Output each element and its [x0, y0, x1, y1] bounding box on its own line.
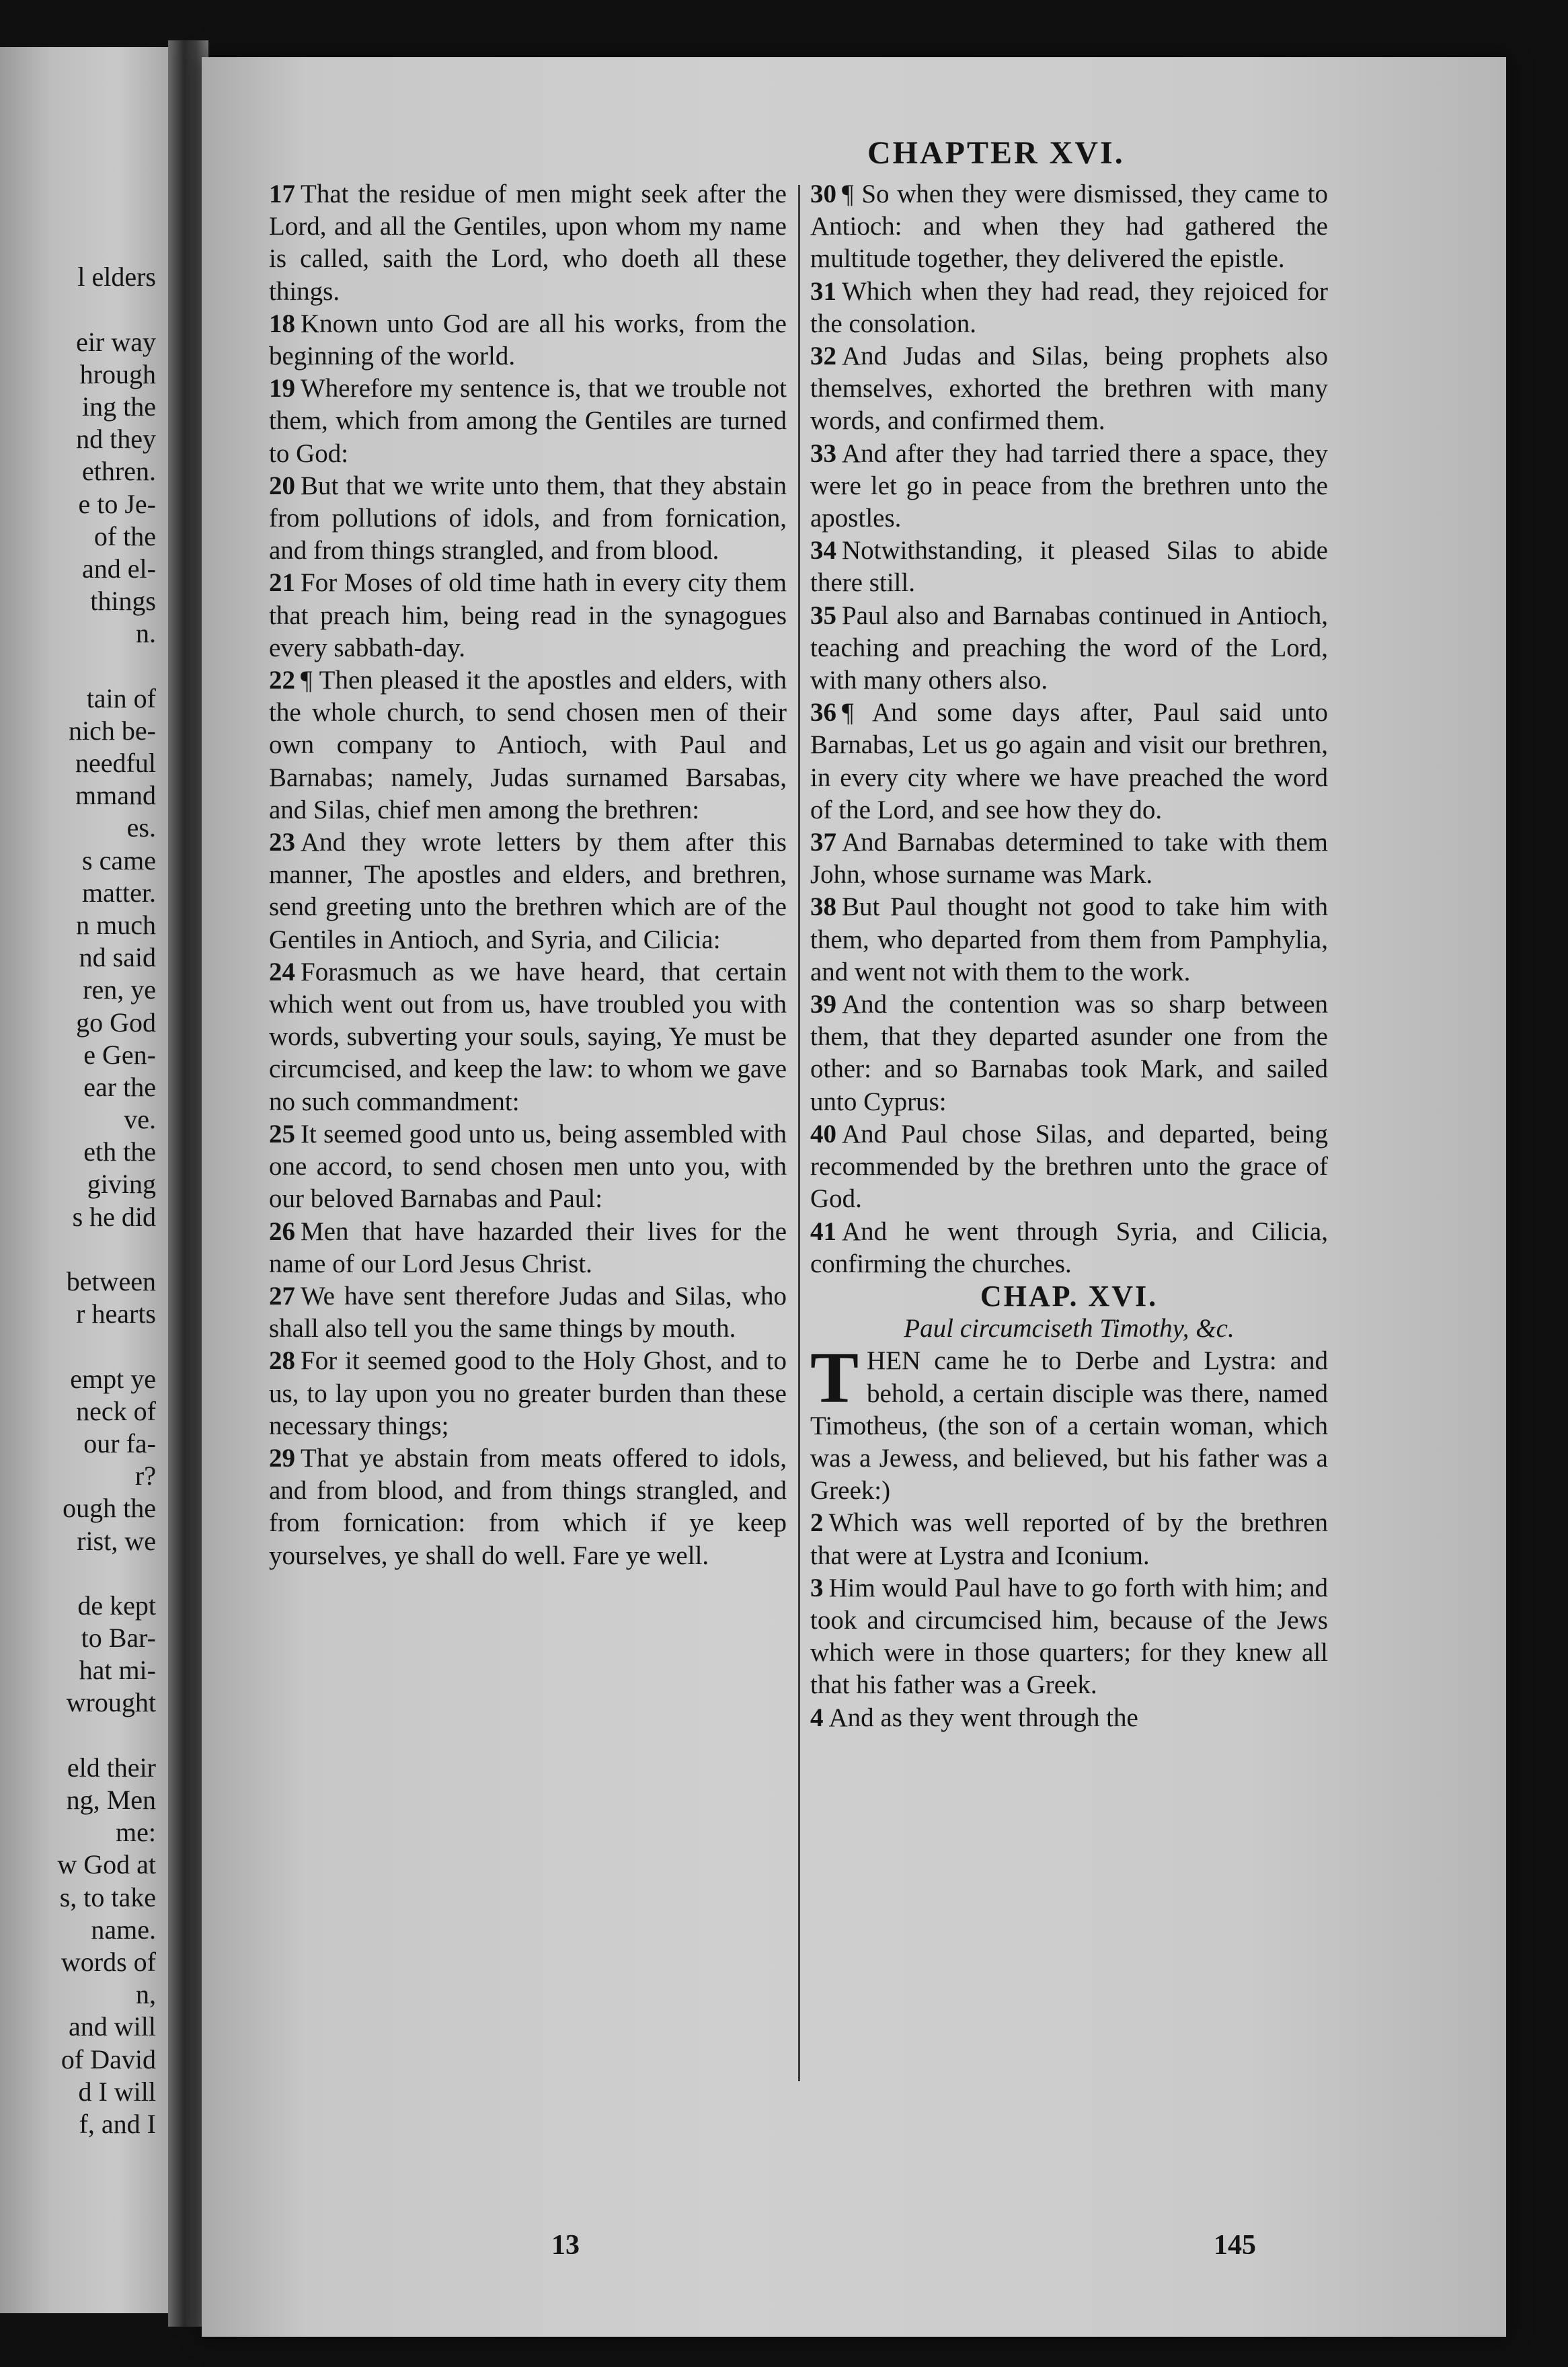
fragment-line: eld their	[67, 1752, 156, 1783]
column-divider	[798, 185, 800, 2081]
fragment-line	[57, 650, 156, 682]
verse-text: Which was well reported of by the brethren that were at Lystra and Iconium.	[810, 1508, 1328, 1570]
verse-number: 2	[810, 1508, 824, 1538]
verse	[810, 438, 1328, 535]
verse-number: 25	[269, 1119, 295, 1149]
verse	[810, 1572, 1328, 1702]
verse	[810, 1702, 1328, 1734]
verse-text: But Paul thought not good to take him with them, who departed from them from Pamphylia, and went not with them to the work.	[810, 892, 1328, 986]
fragment-line: ren, ye	[83, 974, 156, 1005]
previous-page	[0, 47, 168, 2313]
verse-text: For it seemed good to the Holy Ghost, and to us, to lay upon you no greater burden than these necessary things;	[269, 1346, 787, 1440]
fragment-line: eir way	[76, 326, 156, 357]
verse	[269, 1216, 787, 1280]
fragment-line: nd said	[79, 942, 156, 973]
verse-text: And Barnabas determined to take with them John, whose surname was Mark.	[810, 828, 1328, 890]
fragment-line: to Bar-	[81, 1623, 156, 1654]
fragment-line: and el-	[82, 553, 156, 584]
fragment-line: nich be-	[69, 715, 156, 746]
fragment-line: ethren.	[82, 456, 156, 487]
verse	[810, 891, 1328, 988]
fragment-line: n,	[136, 1979, 156, 2010]
verse-text: Known unto God are all his works, from the beginning of the world.	[269, 309, 787, 371]
verse	[810, 697, 1328, 826]
fragment-line: ough the	[63, 1493, 156, 1524]
fragment-line: nd they	[76, 424, 156, 455]
verse-number: 26	[269, 1216, 295, 1246]
fragment-line: words of	[61, 1946, 156, 1977]
fragment-line: eth the	[83, 1136, 156, 1167]
verse	[269, 567, 787, 664]
fragment-line: s he did	[72, 1201, 156, 1232]
fragment-line: f, and I	[79, 2108, 156, 2139]
signature-mark: 13	[551, 2230, 580, 2261]
verse-text: Forasmuch as we have heard, that certain which went out from us, have troubled you with words, subverting your souls, saying, Ye must be circumcised, and keep the law: to whom we gave no such commandment:	[269, 957, 787, 1116]
fragment-line: e Gen-	[83, 1039, 156, 1070]
verse	[810, 276, 1328, 340]
verse-number: 27	[269, 1281, 295, 1311]
verse-text: We have sent therefore Judas and Silas, who shall also tell you the same things by mouth.	[269, 1281, 787, 1344]
fragment-line: empt ye	[70, 1363, 156, 1394]
verse-text: That ye abstain from meats offered to idols, and from blood, and from things strangled, and from fornication: from which if ye keep yourselves, ye shall do well. Fare ye well.	[269, 1443, 787, 1570]
fragment-line	[57, 229, 156, 261]
verse-number: 3	[810, 1573, 824, 1602]
verse-number: 39	[810, 990, 836, 1019]
verse-number: 28	[269, 1346, 295, 1376]
fragment-line: giving	[87, 1169, 156, 1200]
verse	[269, 826, 787, 956]
fragment-line	[57, 293, 156, 325]
verse-number: 32	[810, 342, 836, 371]
verse-text: And the contention was so sharp between them, that they departed asunder one from the other: and so Barnabas took Mark, and sailed unto Cyprus:	[810, 990, 1328, 1116]
verse-text: And as they went through the	[828, 1703, 1138, 1732]
verse-text: But that we write unto them, that they abstain from pollutions of idols, and from fornication, and from things strangled, and from blood.	[269, 471, 787, 566]
verse-number: 19	[269, 374, 295, 403]
fragment-line: ng, Men	[66, 1785, 156, 1815]
left-column	[269, 178, 787, 1572]
verse-text: ¶ And some days after, Paul said unto Barnabas, Let us go again and visit our brethren, in every city where we have preached the word of the Lord, and see how they do.	[810, 698, 1328, 824]
fragment-line: wrought	[66, 1687, 156, 1718]
fragment-line: de kept	[77, 1590, 156, 1621]
verse	[269, 470, 787, 568]
verse-number: 37	[810, 828, 836, 857]
fragment-line: r hearts	[76, 1298, 156, 1329]
fragment-line: go God	[76, 1007, 156, 1038]
fragment-line: things	[90, 586, 156, 617]
verse-number: 30	[810, 180, 836, 208]
verse-number: 18	[269, 309, 295, 338]
verse	[810, 988, 1328, 1118]
verse-text: And after they had tarried there a space, they were let go in peace from the brethren unto the apostles.	[810, 438, 1328, 533]
verse	[269, 178, 787, 308]
verse-number: 23	[269, 828, 295, 857]
fragment-line	[57, 1330, 156, 1362]
verse-text: And Paul chose Silas, and departed, being recommended by the brethren unto the grace of God.	[810, 1119, 1328, 1214]
verse-number: 20	[269, 471, 295, 500]
verse	[269, 373, 787, 470]
first-verse-text: HEN came he to Derbe and Lystra: and behold, a certain disciple was there, named Timotheus, (the son of a certain woman, which was a Jewess, and believed, but his father was a Greek:)	[810, 1346, 1328, 1506]
verse	[269, 1118, 787, 1216]
fragment-line: needful	[75, 748, 156, 778]
right-column	[810, 178, 1328, 1734]
verse	[810, 600, 1328, 697]
chapter-first-verse	[810, 1338, 1328, 1507]
previous-page-text	[57, 229, 156, 2140]
fragment-line: s came	[82, 845, 156, 876]
verse-text: Wherefore my sentence is, that we trouble not them, which from among the Gentiles are turned to God:	[269, 374, 787, 468]
verse	[810, 1118, 1328, 1216]
verse-text: For Moses of old time hath in every city them that preach him, being read in the synagogues every sabbath-day.	[269, 568, 787, 662]
fragment-line: matter.	[82, 877, 156, 908]
fragment-line: me:	[116, 1817, 156, 1848]
verse	[810, 178, 1328, 276]
verse-text: Men that have hazarded their lives for the name of our Lord Jesus Christ.	[269, 1216, 787, 1278]
page-number: 145	[1214, 2230, 1256, 2261]
right-column-verses	[810, 178, 1328, 1280]
fragment-line: and will	[69, 2011, 156, 2042]
fragment-line: tain of	[86, 683, 156, 713]
fragment-line: ing the	[82, 391, 156, 422]
verse-text: ¶ Then pleased it the apostles and elders, with the whole church, to send chosen men of their own company to Antioch, with Paul and Barnabas; namely, Judas surnamed Barsabas, and Silas, chief men among the brethren:	[269, 666, 787, 824]
verse	[269, 308, 787, 373]
fragment-line: ear the	[83, 1071, 156, 1102]
verse-number: 34	[810, 536, 836, 566]
chapter-verses	[810, 1507, 1328, 1734]
fragment-line: mmand	[75, 780, 156, 811]
verse-number: 35	[810, 600, 836, 630]
verse-number: 36	[810, 698, 836, 728]
verse-number: 41	[810, 1216, 836, 1246]
fragment-line: between	[66, 1266, 156, 1296]
verse	[269, 956, 787, 1118]
verse	[810, 1216, 1328, 1280]
fragment-line: name.	[91, 1914, 156, 1945]
drop-cap: T	[810, 1338, 859, 1419]
verse-text: That the residue of men might seek after the Lord, and all the Gentiles, upon whom my name is called, saith the Lord, who doeth all these things.	[269, 180, 787, 306]
verse-number: 4	[810, 1703, 824, 1732]
verse-text: Him would Paul have to go forth with him; and took and circumcised him, because of the Jews which were in those quarters; for they knew all that his father was a Greek.	[810, 1573, 1328, 1700]
verse-number: 29	[269, 1443, 295, 1473]
book-page	[202, 57, 1506, 2337]
fragment-line: n.	[136, 618, 156, 649]
fragment-line: neck of	[76, 1395, 156, 1426]
verse	[810, 826, 1328, 891]
verse-text: Notwithstanding, it pleased Silas to abide there still.	[810, 536, 1328, 598]
fragment-line: d I will	[78, 2076, 156, 2107]
verse-text: Paul also and Barnabas continued in Antioch, teaching and preaching the word of the Lord, with many others also.	[810, 600, 1328, 695]
fragment-line: s, to take	[59, 1881, 156, 1912]
fragment-line: n much	[76, 909, 156, 940]
fragment-line	[57, 1719, 156, 1752]
verse-number: 22	[269, 666, 295, 695]
verse	[810, 340, 1328, 438]
verse-text: It seemed good unto us, being assembled with one accord, to send chosen men unto you, with our beloved Barnabas and Paul:	[269, 1119, 787, 1214]
fragment-line: e to Je-	[78, 488, 156, 519]
verse	[810, 1507, 1328, 1571]
verse-text: And Judas and Silas, being prophets also themselves, exhorted the brethren with many words, and confirmed them.	[810, 342, 1328, 436]
fragment-line: l elders	[77, 262, 156, 293]
verse-number: 24	[269, 957, 295, 986]
fragment-line: r?	[134, 1461, 156, 1491]
running-head: CHAPTER XVI.	[867, 135, 1125, 171]
fragment-line: rist, we	[77, 1525, 156, 1556]
fragment-line: w God at	[57, 1849, 156, 1880]
verse	[269, 1345, 787, 1442]
verse-number: 17	[269, 180, 295, 208]
verse-number: 40	[810, 1119, 836, 1149]
verse	[269, 1280, 787, 1345]
fragment-line: of the	[93, 520, 156, 551]
fragment-line: hat mi-	[79, 1655, 156, 1686]
fragment-line: es.	[126, 812, 156, 843]
verse	[269, 664, 787, 826]
fragment-line	[57, 1233, 156, 1266]
verse	[269, 1442, 787, 1572]
verse-text: Which when they had read, they rejoiced for the consolation.	[810, 276, 1328, 338]
fragment-line: hrough	[79, 358, 156, 389]
verse-number: 21	[269, 568, 295, 598]
fragment-line: ve.	[124, 1104, 156, 1135]
verse-number: 33	[810, 438, 836, 468]
chapter-summary: Paul circumciseth Timothy, &c.	[904, 1314, 1234, 1344]
verse-text: And they wrote letters by them after this manner, The apostles and elders, and brethren, send greeting unto the brethren which are of the Gentiles in Antioch, and Syria, and Cilicia:	[269, 828, 787, 954]
fragment-line: of David	[61, 2044, 156, 2074]
verse-number: 31	[810, 276, 836, 306]
fragment-line	[57, 1557, 156, 1590]
chapter-heading: CHAP. XVI.	[980, 1279, 1159, 1313]
verse-text: And he went through Syria, and Cilicia, confirming the churches.	[810, 1216, 1328, 1278]
verse-number: 38	[810, 892, 836, 922]
verse	[810, 535, 1328, 599]
verse-text: ¶ So when they were dismissed, they came to Antioch: and when they had gathered the multitude together, they delivered the epistle.	[810, 180, 1328, 274]
fragment-line: our fa-	[83, 1428, 156, 1459]
